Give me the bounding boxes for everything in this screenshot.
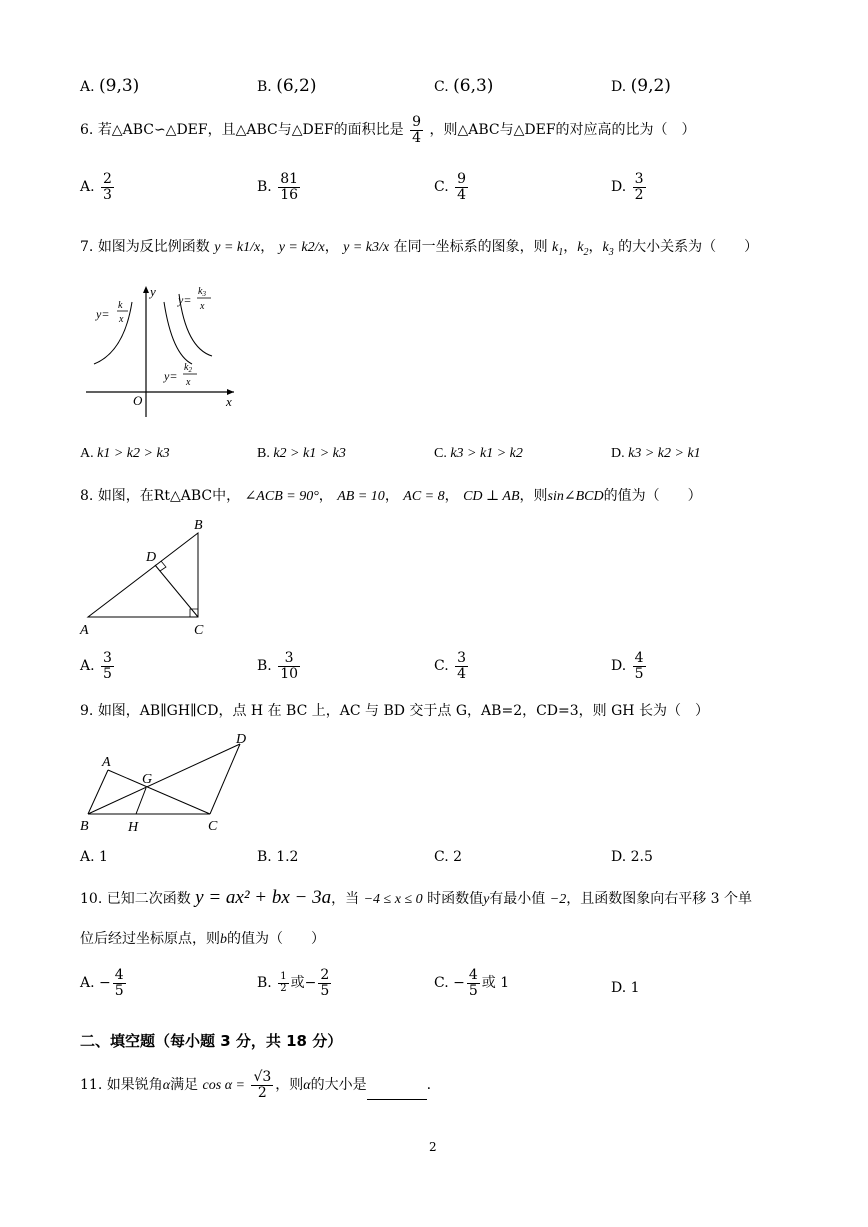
q10-b-den2: 5 xyxy=(320,982,330,999)
q10-b-fraction2 xyxy=(318,968,331,998)
q10-option-b xyxy=(257,968,333,998)
q7-func2: y = k2/x xyxy=(278,240,325,255)
q6-b-den: 16 xyxy=(280,186,299,203)
q10-b-num2: 2 xyxy=(320,967,330,983)
q8-figure xyxy=(78,515,218,640)
q11-number: 11. xyxy=(80,1077,103,1094)
q5-d-label: D. xyxy=(611,79,627,95)
q9-label-g: G xyxy=(142,772,153,787)
q5-c-value: (6,3) xyxy=(453,76,494,96)
q7-stem: 7. 如图为反比例函数 y = k1/x， y = k2/x， y = k3/x 在同一坐标系的图象，则 $k_1$，$k_2$，$k_3$ 的大小关系为（ ） xyxy=(80,239,759,258)
q6-text1: 若△ABC∽△DEF，且△ABC与△DEF的面积比是 xyxy=(97,122,404,139)
q8-cond1: ∠ACB = 90° xyxy=(244,489,319,504)
q9-option-a xyxy=(80,849,108,865)
q10-option-a xyxy=(80,968,128,998)
q6-ratio-den: 4 xyxy=(412,129,422,146)
q8-a-num: 3 xyxy=(103,650,112,666)
svg-text:y=: y= xyxy=(164,369,178,383)
q6-option-d xyxy=(611,172,648,202)
q8-c-num: 3 xyxy=(457,650,467,666)
q11-cos: cos α = xyxy=(202,1078,245,1094)
q11-alpha-2: α xyxy=(303,1078,311,1094)
q9-c-label: C. xyxy=(434,849,449,865)
q11-text4: 的大小是 xyxy=(310,1077,367,1094)
q10-text7: 的值为（ ） xyxy=(227,931,325,947)
q6-option-b xyxy=(257,172,302,202)
q10-c-or: 或 1 xyxy=(481,975,510,992)
q7-d-value: k3 > k2 > k1 xyxy=(628,446,701,461)
q8-text3: 的值为（ ） xyxy=(603,488,702,504)
q10-c-sign: − xyxy=(453,975,465,992)
q10-min-value: −2 xyxy=(549,892,567,907)
q5-b-label: B. xyxy=(257,79,272,95)
q10-text5: ，且函数图象向右平移 3 个单 xyxy=(566,891,753,907)
q9-label-b: B xyxy=(80,819,89,834)
q7-curve-k2 xyxy=(164,302,192,364)
q7-text1: 如图为反比例函数 xyxy=(97,239,210,255)
q7-c-label: C. xyxy=(434,446,447,461)
q7-number: 7. xyxy=(80,239,94,255)
q10-text3: 时函数值 xyxy=(427,891,484,907)
q6-option-c xyxy=(434,172,470,202)
q10-y-var: y xyxy=(483,892,490,907)
q8-b-label: B. xyxy=(257,658,272,675)
q10-b-or: 或 xyxy=(290,975,305,992)
q6-c-fraction xyxy=(455,172,468,202)
q6-a-label: A. xyxy=(80,179,95,196)
q10-number: 10. xyxy=(80,891,103,907)
section-title: 二、填空题（每小题 3 分，共 18 分） xyxy=(80,1032,343,1050)
q8-d-den: 5 xyxy=(634,665,644,682)
q8-stem: 8. 如图，在Rt△ABC中， ∠ACB = 90°， AB = 10， AC = 8， CD ⊥ AB，则sin∠BCD的值为（ ） xyxy=(80,488,702,504)
q8-a-fraction xyxy=(101,651,114,681)
q6-text2: ，则△ABC与△DEF的对应高的比为（ ） xyxy=(429,122,696,139)
q5-option-d xyxy=(611,76,671,96)
q7-y-arrow xyxy=(143,286,149,293)
q5-a-value: (9,3) xyxy=(99,76,140,96)
q6-b-label: B. xyxy=(257,179,272,196)
q10-a-label: A. xyxy=(80,975,95,992)
q11-text2: 满足 xyxy=(170,1077,199,1094)
q9-figure xyxy=(78,730,258,838)
q7-c-value: k3 > k1 > k2 xyxy=(450,446,523,461)
q6-ratio-num: 9 xyxy=(412,114,422,130)
q10-b-num1: 1 xyxy=(280,971,287,983)
q10-option-d xyxy=(611,980,640,996)
q6-d-den: 2 xyxy=(634,186,644,203)
q5-c-label: C. xyxy=(434,79,449,95)
q10-stem-line1 xyxy=(80,887,752,909)
q6-c-label: C. xyxy=(434,179,449,196)
q8-triangle xyxy=(88,533,198,617)
q9-stem xyxy=(80,700,709,720)
q5-b-value: (6,2) xyxy=(276,76,317,96)
q9-segment-ab xyxy=(88,770,108,814)
q7-text2: 在同一坐标系的图象，则 xyxy=(393,239,548,255)
q10-c-label: C. xyxy=(434,975,449,992)
q11-text1: 如果锐角 xyxy=(106,1077,163,1094)
q8-text1: 如图，在Rt△ABC中， xyxy=(97,488,241,504)
q5-a-label: A. xyxy=(80,79,95,95)
q6-d-num: 3 xyxy=(634,171,644,187)
q11-num: √3 xyxy=(253,1069,272,1085)
q8-label-b: B xyxy=(194,518,203,533)
q9-b-label: B. xyxy=(257,849,272,865)
q8-d-num: 4 xyxy=(634,650,644,666)
q6-a-num: 2 xyxy=(103,171,112,187)
q6-ratio-fraction xyxy=(410,115,423,145)
q11-text5: . xyxy=(426,1077,432,1094)
q8-c-label: C. xyxy=(434,658,449,675)
q7-d-label: D. xyxy=(611,446,625,461)
q9-d-label: D. xyxy=(611,849,627,865)
q8-c-den: 4 xyxy=(457,665,467,682)
q9-segment-bd xyxy=(88,744,240,814)
q6-d-fraction xyxy=(633,172,646,202)
q10-text2: ，当 xyxy=(331,891,360,907)
q9-number: 9. xyxy=(80,703,94,719)
q11-den: 2 xyxy=(257,1084,267,1101)
q6-c-den: 4 xyxy=(457,186,467,203)
q5-option-c xyxy=(434,76,493,96)
q10-b-fraction1 xyxy=(278,972,288,994)
q9-a-value: 1 xyxy=(99,849,108,865)
q9-option-c xyxy=(434,849,462,865)
svg-text:x: x xyxy=(200,301,205,312)
q10-function: y = ax² + bx − 3a xyxy=(195,887,332,908)
q11-answer-blank[interactable] xyxy=(367,1085,427,1100)
q8-text2: ，则 xyxy=(519,488,548,504)
q7-origin-label: O xyxy=(133,393,143,408)
q8-cond3: AC = 8 xyxy=(403,489,445,504)
svg-text:y=: y= xyxy=(96,307,110,321)
q8-right-angle-d xyxy=(160,561,166,571)
q10-text6: 位后经过坐标原点，则 xyxy=(80,931,220,947)
q11-fraction xyxy=(251,1070,273,1100)
q10-c-den: 5 xyxy=(468,982,478,999)
q10-a-fraction xyxy=(113,968,126,998)
q7-option-b xyxy=(257,446,346,462)
q9-b-value: 1.2 xyxy=(276,849,299,865)
q6-d-label: D. xyxy=(611,179,627,196)
q9-label-a: A xyxy=(102,755,111,770)
svg-text:k2: $k_2$ xyxy=(184,362,192,374)
q9-option-b xyxy=(257,849,298,865)
q10-text4: 有最小值 xyxy=(489,891,546,907)
q8-a-den: 5 xyxy=(103,665,112,682)
q7-b-value: k2 > k1 > k3 xyxy=(273,446,346,461)
q6-b-fraction xyxy=(278,172,300,202)
q9-segment-cd xyxy=(210,744,240,814)
q6-c-num: 9 xyxy=(457,171,467,187)
q9-label-c: C xyxy=(208,819,218,834)
q7-b-label: B. xyxy=(257,446,270,461)
q10-a-num: 4 xyxy=(114,967,124,983)
q11-stem xyxy=(80,1070,431,1100)
q7-func1: y = k1/x xyxy=(214,240,261,255)
q10-b-den1: 2 xyxy=(280,982,287,994)
q10-b-label: B. xyxy=(257,975,272,992)
q8-b-den: 10 xyxy=(280,665,299,682)
q7-a-value: k1 > k2 > k3 xyxy=(97,446,170,461)
q8-a-label: A. xyxy=(80,658,95,675)
q5-option-a xyxy=(80,76,139,96)
q10-stem-line2 xyxy=(80,928,325,948)
svg-text:x: x xyxy=(119,314,124,325)
q8-option-c xyxy=(434,651,470,681)
q10-a-sign: − xyxy=(99,975,111,992)
svg-text:k3: $k_3$ xyxy=(198,286,206,298)
q8-label-c: C xyxy=(194,623,204,638)
q8-cond4: CD ⊥ AB xyxy=(463,489,520,504)
q10-range: −4 ≤ x ≤ 0 xyxy=(363,892,423,907)
q9-segment-ac xyxy=(108,770,210,814)
q7-a-label: A. xyxy=(80,446,94,461)
q7-figure xyxy=(84,282,244,422)
q7-option-a xyxy=(80,446,170,462)
q5-option-b xyxy=(257,76,317,96)
q10-d-value: 1 xyxy=(630,980,640,996)
q8-d-label: D. xyxy=(611,658,627,675)
q9-a-label: A. xyxy=(80,849,95,865)
q9-text: 如图，AB∥GH∥CD，点 H 在 BC 上，AC 与 BD 交于点 G，AB=2，CD=3，则 GH 长为（ ） xyxy=(97,703,709,719)
q7-option-c xyxy=(434,446,523,462)
q9-c-value: 2 xyxy=(453,849,463,865)
q8-label-d: D xyxy=(146,550,157,565)
q8-c-fraction xyxy=(455,651,468,681)
q7-x-label: x xyxy=(226,394,232,409)
q10-d-label: D. xyxy=(611,980,627,996)
q8-target: sin∠BCD xyxy=(547,489,604,504)
q8-cond2: AB = 10 xyxy=(337,489,385,504)
q6-b-num: 81 xyxy=(280,171,299,187)
q6-a-den: 3 xyxy=(103,186,112,203)
q11-alpha: α xyxy=(162,1078,171,1094)
q7-func3: y = k3/x xyxy=(343,240,390,255)
q5-d-value: (9,2) xyxy=(630,76,671,96)
q9-label-d: D xyxy=(236,732,247,747)
q7-text3: 的大小关系为（ ） xyxy=(618,239,759,255)
svg-text:x: x xyxy=(186,377,191,388)
q8-label-a: A xyxy=(80,623,89,638)
q8-option-a xyxy=(80,651,116,681)
q9-label-h: H xyxy=(128,820,139,835)
svg-text:k: k xyxy=(118,300,123,311)
q7-y-label: y xyxy=(150,284,156,299)
q6-stem xyxy=(80,115,696,145)
q10-c-fraction xyxy=(467,968,480,998)
q10-option-c xyxy=(434,968,509,998)
q6-option-a xyxy=(80,172,116,202)
q10-a-den: 5 xyxy=(114,982,124,999)
q10-c-num: 4 xyxy=(468,967,478,983)
q8-b-num: 3 xyxy=(278,651,300,667)
q9-segment-gh xyxy=(136,788,146,814)
q9-option-d xyxy=(611,849,653,865)
q11-text3: ，则 xyxy=(275,1077,304,1094)
q8-b-fraction xyxy=(278,651,300,681)
q10-b-sign: − xyxy=(304,975,317,992)
q8-number: 8. xyxy=(80,488,94,504)
svg-text:y=: y= xyxy=(178,293,192,307)
q8-option-d xyxy=(611,651,648,681)
q8-d-fraction xyxy=(633,651,646,681)
q6-number: 6. xyxy=(80,122,94,139)
q9-d-value: 2.5 xyxy=(630,849,653,865)
q7-option-d xyxy=(611,446,701,462)
page-number: 2 xyxy=(429,1140,437,1154)
q10-b-var: b xyxy=(220,932,227,947)
q8-option-b xyxy=(257,651,302,681)
q10-text1: 已知二次函数 xyxy=(106,891,191,907)
q6-a-fraction xyxy=(101,172,114,202)
